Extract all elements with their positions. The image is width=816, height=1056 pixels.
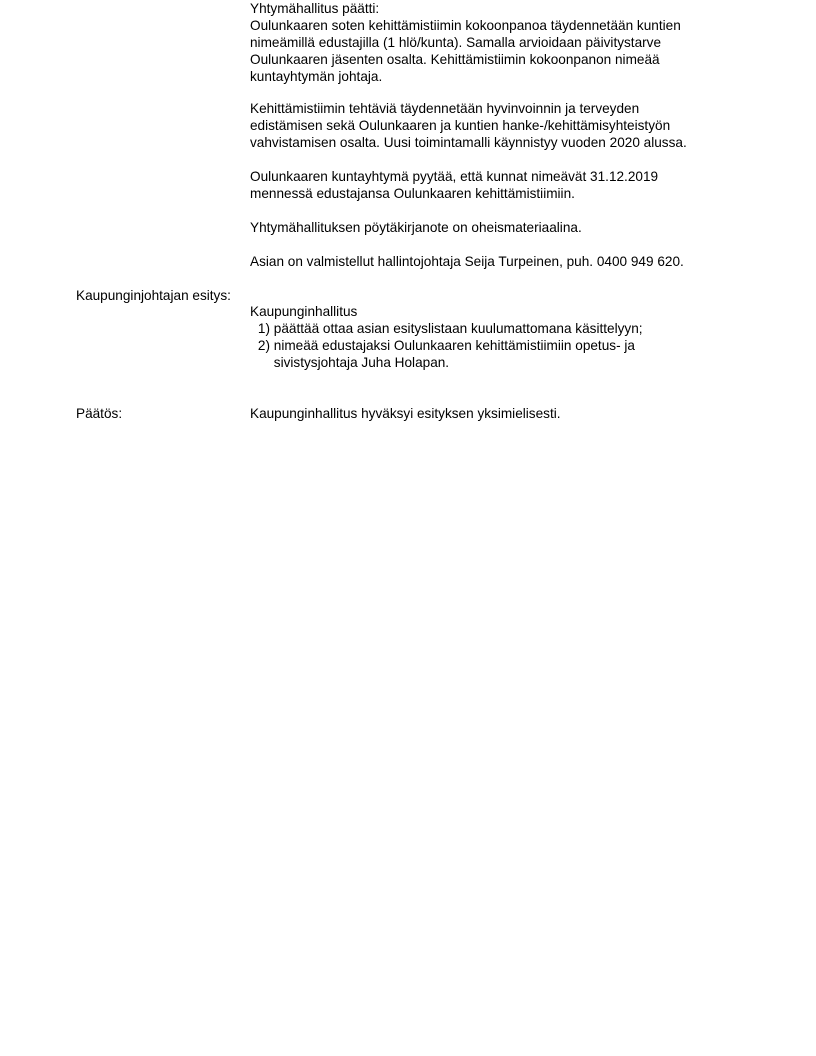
text-line: Kehittämistiimin tehtäviä täydennetään hyvinvoinnin ja terveyden <box>250 101 640 116</box>
list-number: 2) <box>257 338 270 353</box>
paragraph-5: Asian on valmistellut hallintojohtaja Seija Turpeinen, puh. 0400 949 620. <box>250 254 684 269</box>
paragraph-1 <box>250 17 750 85</box>
list-line: päättää ottaa asian esityslistaan kuulumattomana käsittelyyn; <box>273 321 643 336</box>
text-line: Oulunkaaren soten kehittämistiimin kokoonpanoa täydennetään kuntien <box>250 18 681 33</box>
list-text <box>270 320 643 337</box>
text-line: mennessä edustajansa Oulunkaaren kehittämistiimiin. <box>250 186 575 201</box>
text-line: Oulunkaaren kuntayhtymä pyytää, että kunnat nimeävät 31.12.2019 <box>250 169 659 184</box>
yhtymahallitus-heading: Yhtymähallitus päätti: <box>250 1 380 16</box>
esitys-intro: Kaupunginhallitus <box>250 304 358 319</box>
esitys-block <box>250 303 750 371</box>
text-line: kuntayhtymän johtaja. <box>250 69 383 84</box>
text-line: nimeämillä edustajilla (1 hlö/kunta). Samalla arvioidaan päivitystarve <box>250 35 662 50</box>
list-item <box>250 320 750 337</box>
paragraph-3 <box>250 168 750 202</box>
paragraph-4: Yhtymähallituksen pöytäkirjanote on oheismateriaalina. <box>250 220 582 235</box>
esitys-label: Kaupunginjohtajan esitys: <box>76 288 231 303</box>
list-line: nimeää edustajaksi Oulunkaaren kehittämistiimiin opetus- ja <box>273 338 635 353</box>
list-item <box>250 337 750 371</box>
paragraph-2 <box>250 100 750 151</box>
text-line: edistämisen sekä Oulunkaaren ja kuntien hanke-/kehittämisyhteistyön <box>250 118 671 133</box>
list-line: sivistysjohtaja Juha Holapan. <box>273 355 450 370</box>
paatos-text: Kaupunginhallitus hyväksyi esityksen yksimielisesti. <box>250 406 561 421</box>
text-line: vahvistamisen osalta. Uusi toimintamalli käynnistyy vuoden 2020 alussa. <box>250 135 687 150</box>
list-text <box>270 337 635 371</box>
text-line: Oulunkaaren jäsenten osalta. Kehittämistiimin kokoonpanon nimeää <box>250 52 660 67</box>
list-number: 1) <box>257 321 270 336</box>
paatos-label: Päätös: <box>76 406 123 421</box>
